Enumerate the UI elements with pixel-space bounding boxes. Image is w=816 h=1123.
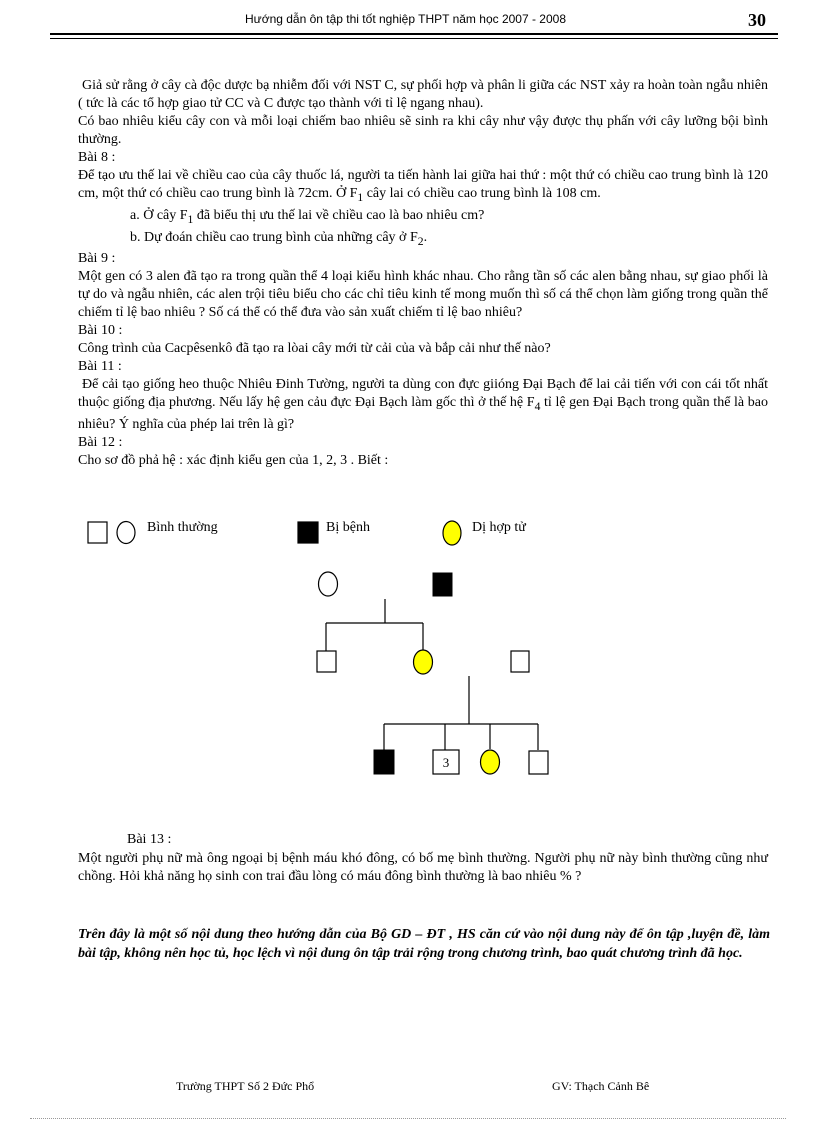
- intro-paragraph-1: Giả sử rằng ở cây cà độc dược bạ nhiễm đối với NST C, sự phối hợp và phân li giữa các NST xảy ra hoàn toàn ngẫu nhiên ( tức là các tổ hợp giao tử CC và C được tạo thành với tỉ lệ ngang nhau).: [78, 78, 768, 111]
- bai11-text-part2: tỉ lệ gen Đại Bạch trong quần thể là bao nhiêu? Ý nghĩa của phép lai trên là gì?: [78, 395, 768, 433]
- bai8-qb-subscript: 2: [417, 234, 424, 248]
- intro-paragraph-2: Có bao nhiêu kiểu cây con và mỗi loại chiếm bao nhiêu sẽ sinh ra khi cây như vậy được thụ phấn với cây lưỡng bội bình thường.: [78, 114, 768, 147]
- gen3-male-affected: [374, 750, 394, 774]
- bai11-text-part1: Để cải tạo giống heo thuộc Nhiêu Đinh Tường, người ta dùng con đực giióng Đại Bạch để lai cải tiến với con cái tốt nhất thuộc giống địa phương. Nếu lấy hệ gen cảu đực Đại Bạch làm gốc thì ở thế hệ F: [78, 377, 768, 411]
- bai8-qa-subscript: 1: [187, 212, 194, 226]
- legend-normal-label: Bình thường: [147, 520, 218, 535]
- legend-heterozygous-label: Dị hợp tử: [472, 520, 526, 535]
- bai8-text-part2: cây lai có chiều cao trung bình là 108 cm.: [363, 186, 601, 201]
- bai11-title: Bài 11 :: [78, 359, 122, 375]
- bai10-text: Công trình của Cacpêsenkô đã tạo ra lòai cây mới từ cải của và bắp cải như thế nào?: [78, 341, 551, 357]
- bai10-title: Bài 10 :: [78, 323, 123, 339]
- bai9-title: Bài 9 :: [78, 251, 116, 267]
- individual-3-label: 3: [442, 755, 450, 770]
- gen2-spouse-male-normal: [511, 651, 529, 672]
- bai13-title: Bài 13 :: [127, 832, 172, 847]
- conclusion-note: Trên đây là một số nội dung theo hướng dẫn của Bộ GD – ĐT , HS căn cứ vào nội dung này để ôn tập ,luyện đề, làm bài tập, không nên học tủ, học lệch vì nội dung ôn tập trải rộng trong chương trình, bao quát chương trình đã học.: [78, 927, 770, 961]
- header-title: Hướng dẫn ôn tập thi tốt nghiệp THPT năm học 2007 - 2008: [245, 12, 566, 26]
- bai8-title: Bài 8 :: [78, 150, 116, 165]
- gen3-male-normal: [529, 751, 548, 774]
- bai9-text: Một gen có 3 alen đã tạo ra trong quần thể 4 loại kiểu hình khác nhau. Cho rằng tần số các alen bằng nhau, sự giao phối là tự do và ngẫu nhiên, các alen trội tiêu biểu cho các chỉ tiêu kinh tế mong muốn thì số cá thể chọn làm giống trong quần thể chiếm tỉ lệ bao nhiêu ? Số cá thể có thể đưa vào sản xuất chiếm tỉ lệ bao nhiêu?: [78, 269, 768, 321]
- bai8-subscript: 1: [357, 190, 364, 204]
- bai8-qb-part1: b. Dự đoán chiều cao trung bình của những cây ở F: [130, 229, 418, 245]
- bai12-text: Cho sơ đồ phả hệ : xác định kiểu gen của 1, 2, 3 . Biết :: [78, 453, 389, 469]
- bai13-text: Một người phụ nữ mà ông ngoại bị bệnh máu khó đông, có bố mẹ bình thường. Người phụ nữ này bình thường cũng như chồng. Hỏi khả năng họ sinh con trai đầu lòng có máu đông bình thường là bao nhiêu % ?: [78, 851, 768, 884]
- gen2-female-heterozygous: [414, 650, 433, 674]
- footer-teacher: GV: Thạch Cảnh Bê: [552, 1079, 650, 1093]
- bai8-qa-part1: a. Ở cây F: [130, 207, 188, 223]
- gen3-female-heterozygous: [481, 750, 500, 774]
- legend-affected-label: Bị bệnh: [326, 520, 370, 535]
- page-number: 30: [748, 10, 766, 30]
- page-bottom-border: [30, 1118, 786, 1119]
- gen1-female-normal: [319, 572, 338, 596]
- bai11-subscript: 4: [534, 400, 541, 414]
- gen2-male-normal: [317, 651, 336, 672]
- gen1-male-affected: [433, 573, 452, 596]
- bai8-qa-part2: đã biểu thị ưu thế lai về chiều cao là bao nhiêu cm?: [193, 207, 485, 223]
- footer-school: Trường THPT Số 2 Đức Phổ: [176, 1079, 315, 1093]
- bai12-title: Bài 12 :: [78, 435, 123, 451]
- bai8-text-part1: Để tạo ưu thế lai về chiều cao của cây thuốc lá, người ta tiến hành lai giữa hai thứ : một thứ có chiều cao trung bình là 120 cm, một thứ có chiều cao trung bình là 72cm. Ở F: [78, 168, 768, 201]
- bai8-qb-part2: .: [423, 229, 428, 245]
